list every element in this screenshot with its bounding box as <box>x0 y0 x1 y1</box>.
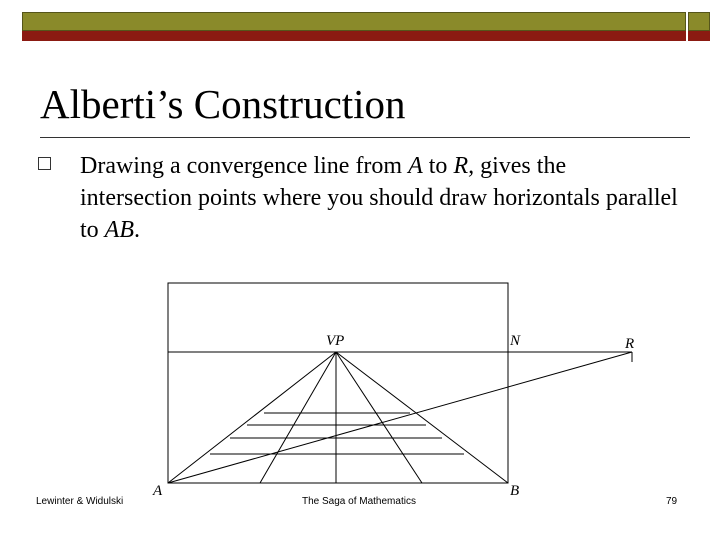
bullet-text-part: gives the intersection points where you should draw horizontals parallel to <box>80 153 678 243</box>
orthogonal-line <box>260 352 336 483</box>
label-vp: VP <box>326 333 345 349</box>
bullet-text-part: Drawing a convergence line from <box>80 153 409 179</box>
footer-book-title: The Saga of Mathematics <box>302 496 416 507</box>
slide-title: Alberti’s Construction <box>40 81 406 127</box>
orthogonal-line <box>336 352 508 483</box>
footer-page-number: 79 <box>666 496 678 507</box>
label-r: R <box>625 336 635 352</box>
orthogonal-line <box>168 352 336 483</box>
footer-authors: Lewinter & Widulski <box>36 496 124 507</box>
orthogonal-line <box>336 352 422 483</box>
convergence-line-a-to-r <box>168 352 632 483</box>
label-a: A <box>153 483 163 499</box>
bullet-text-part: to <box>422 153 454 179</box>
picture-frame <box>168 283 508 483</box>
bullet-text-part: . <box>134 217 140 243</box>
label-b: B <box>510 483 520 499</box>
label-n: N <box>510 333 521 349</box>
bullet-text-point-r: R, <box>453 153 475 179</box>
bullet-text-point-a: A <box>408 153 423 179</box>
bullet-text-segment-ab: AB <box>104 217 134 243</box>
